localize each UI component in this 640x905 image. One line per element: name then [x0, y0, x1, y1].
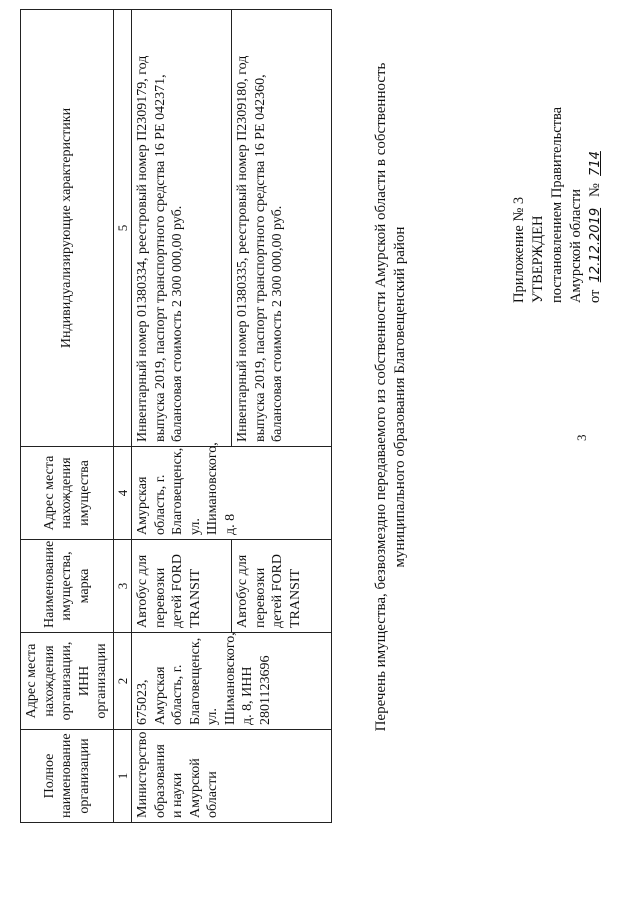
- property-name: Автобус для перевозки детей FORD TRANSIT: [232, 540, 332, 632]
- region-label: Амурской области: [568, 189, 584, 303]
- approval-date: 12.12.2019: [588, 207, 603, 283]
- header-org-address: Адрес места нахождения организации, ИНН организации: [21, 633, 114, 730]
- column-number: 1: [113, 730, 132, 823]
- header-characteristics: Индивидуализирующие характеристики: [21, 10, 114, 447]
- column-number: 3: [113, 540, 132, 633]
- date-prefix: от: [587, 289, 603, 303]
- table-header-row: [21, 10, 114, 823]
- header-organization: Полное наименование организации: [21, 730, 114, 823]
- characteristics-cell: [132, 10, 332, 447]
- approved-label: УТВЕРЖДЕН: [530, 215, 546, 303]
- property-location: Амурская область, г. Благовещенск, ул. Шимановского, д. 8: [132, 447, 332, 540]
- approval-block: [510, 23, 605, 303]
- title-line-1: Перечень имущества, безвозмездно передаваемого из собственности Амурской области в собственность: [373, 62, 389, 732]
- property-name: Автобус для перевозки детей FORD TRANSIT: [135, 553, 203, 628]
- resolution-label: постановлением Правительства: [549, 106, 565, 303]
- property-characteristics: Инвентарный номер 01380335, реестровый номер П2309180, год выпуска 2019, паспорт транспортного средства 16 РЕ 042360, балансовая стоимость 2 300 000,00 руб.: [232, 10, 332, 446]
- header-property-name: Наименование имущества, марка: [21, 540, 114, 633]
- column-number: 2: [113, 633, 132, 730]
- organization-address: 675023, Амурская область, г. Благовещенск, ул. Шимановского, д. 8, ИНН 2801123696: [132, 633, 332, 730]
- property-names-cell: [132, 540, 332, 633]
- property-table: [20, 9, 332, 823]
- page-number: 3: [574, 434, 589, 441]
- title-line-2: муниципального образования Благовещенский район: [392, 226, 408, 568]
- organization-name: Министерство образования и науки Амурской области: [132, 730, 332, 823]
- table-row: [132, 10, 332, 823]
- date-number-line: [586, 23, 605, 303]
- header-property-address: Адрес места нахождения имущества: [21, 447, 114, 540]
- approval-number: 714: [588, 151, 603, 176]
- property-characteristics: Инвентарный номер 01380334, реестровый номер П2309179, год выпуска 2019, паспорт транспортного средства 16 РЕ 042371, балансовая стоимость 2 300 000,00 руб.: [135, 55, 185, 442]
- number-prefix: №: [587, 183, 603, 198]
- document-title: [372, 7, 410, 787]
- appendix-label: Приложение № 3: [511, 196, 527, 303]
- column-number: 5: [113, 10, 132, 447]
- column-number: 4: [113, 447, 132, 540]
- column-number-row: [113, 10, 132, 823]
